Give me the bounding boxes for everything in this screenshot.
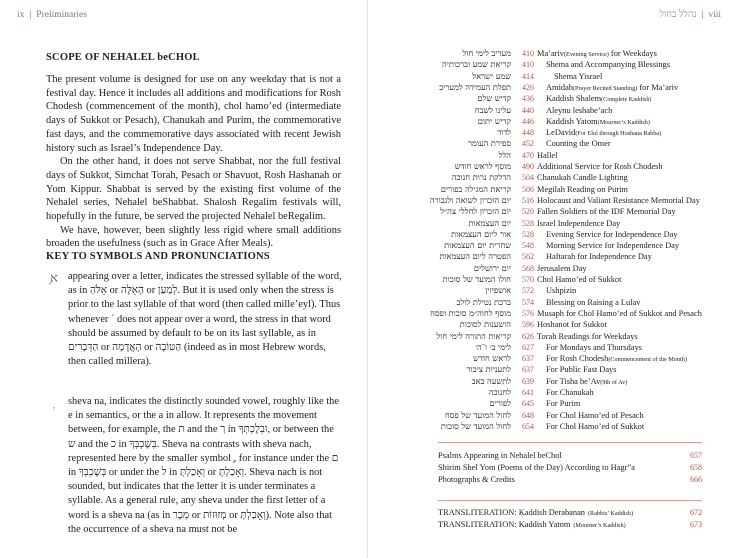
- contents-english-title: [546, 353, 687, 365]
- contents-hebrew-title: קריאות התורה לימי חול: [436, 330, 511, 341]
- stress-mark-icon: א̗: [50, 271, 58, 286]
- transliteration-note: (Mourner’s Kaddish): [573, 522, 626, 529]
- contents-english-title: [546, 229, 678, 241]
- contents-title-text: Amidah: [546, 82, 573, 92]
- contents-title-text: For Mondays and Thursdays: [546, 342, 642, 352]
- contents-page-number: 490: [522, 162, 534, 171]
- contents-row[interactable]: [368, 285, 735, 296]
- contents-hebrew-title: יום הזכרון לחללי צה״ל: [440, 206, 511, 217]
- contents-page-number: 639: [522, 376, 534, 386]
- contents-row[interactable]: [368, 308, 735, 319]
- contents-page-number: 516: [522, 195, 534, 205]
- contents-row[interactable]: [368, 184, 735, 195]
- page-number-left: ix: [17, 10, 25, 20]
- contents-hebrew-title: הושענות לסוכות: [459, 319, 511, 330]
- transliteration-title: [438, 507, 633, 519]
- contents-page-number: 452: [522, 139, 534, 149]
- contents-hebrew-title: הפטרה ליום העצמאות: [439, 251, 511, 262]
- page-number-right: viii: [708, 10, 721, 20]
- contents-english-title: [546, 421, 644, 433]
- contents-title-text: Fallen Soldiers of the IDF Memorial Day: [537, 207, 676, 217]
- contents-page-number: 570: [522, 275, 534, 284]
- contents-english-title: [537, 161, 663, 173]
- contents-page-number: 426: [522, 82, 534, 92]
- contents-title-text: Hallel: [537, 150, 558, 160]
- contents-hebrew-title: יום העצמאות: [468, 217, 511, 228]
- contents-title-text: Megilah Reading on Purim: [537, 184, 628, 194]
- contents-page-number: 626: [522, 331, 534, 341]
- contents-hebrew-title: הלל: [498, 149, 511, 160]
- contents-hebrew-title: קריאת המגילה בפורים: [440, 183, 511, 194]
- contents-page-number: 528: [522, 218, 534, 228]
- contents-title-text: Additional Service for Rosh Chodesh: [537, 162, 663, 171]
- contents-english-title: [537, 319, 607, 331]
- contents-english-title: [554, 71, 602, 83]
- contents-english-title: [546, 364, 617, 376]
- contents-page-number: 637: [522, 365, 534, 375]
- contents-english-title: [546, 93, 652, 105]
- contents-page-number: 572: [522, 286, 534, 296]
- contents-hebrew-title: לתעניות ציבור: [466, 364, 511, 375]
- contents-row[interactable]: [368, 161, 735, 172]
- contents-english-title: [546, 127, 661, 139]
- transliteration-row[interactable]: [438, 519, 702, 530]
- contents-english-title: [546, 387, 594, 399]
- contents-hebrew-title: אור ליום העצמאות: [451, 228, 511, 239]
- contents-title-note: (Commencement of the Month): [608, 356, 687, 364]
- contents-english-title: [537, 263, 587, 275]
- contents-title-text: Evening Service for Independence Day: [546, 229, 678, 239]
- contents-hebrew-title: יום הזכרון לשואה ולגבורה: [429, 194, 511, 205]
- contents-row[interactable]: [368, 410, 735, 421]
- contents-english-title: [546, 342, 642, 354]
- contents-title-text: For Chanukah: [546, 388, 594, 397]
- contents-row[interactable]: [368, 297, 735, 308]
- contents-english-title: [546, 251, 652, 263]
- contents-english-title: [537, 172, 628, 184]
- contents-hebrew-title: לחול המועד של סוכות: [440, 420, 511, 431]
- contents-hebrew-title: לימי ב׳ ו־ה׳: [475, 341, 511, 352]
- contents-title-text: Israel Independence Day: [537, 218, 621, 228]
- contents-title-text: Kaddish Yatom: [546, 116, 598, 126]
- divider: [438, 442, 702, 443]
- contents-english-title: [546, 376, 627, 388]
- contents-row[interactable]: [368, 59, 735, 70]
- contents-hebrew-title: קדיש שלם: [477, 93, 511, 104]
- contents-row[interactable]: [368, 172, 735, 183]
- contents-english-title: [537, 150, 557, 162]
- contents-title-note: (9th of Av): [600, 378, 628, 386]
- contents-title-text: Ushpizin: [546, 286, 577, 296]
- left-page: [0, 0, 367, 558]
- contents-english-title: [546, 105, 612, 117]
- contents-title-text: Shema Yisrael: [554, 71, 603, 81]
- running-head-left: [17, 10, 87, 20]
- contents-row[interactable]: [368, 331, 735, 342]
- transliteration-page-number: 673: [690, 520, 702, 529]
- contents-row[interactable]: [368, 364, 735, 375]
- contents-title-text: Ma’ariv: [537, 49, 564, 58]
- contents-title-text: Blessing on Raising a Lulav: [546, 297, 641, 307]
- contents-page-number: 645: [522, 399, 534, 409]
- contents-title-text: Haftarah for Independence Day: [546, 252, 652, 262]
- contents-hebrew-title: קריאת שמע וברכותיה: [442, 59, 511, 70]
- contents-title-text: For Chol Hamo’ed of Sukkot: [546, 421, 645, 431]
- contents-hebrew-title: ספירת העומר: [467, 138, 511, 149]
- contents-row[interactable]: [368, 71, 735, 82]
- running-title-left: Preliminaries: [36, 10, 87, 20]
- contents-english-title: [546, 240, 679, 252]
- contents-row[interactable]: [368, 398, 735, 409]
- contents-row[interactable]: [368, 376, 735, 387]
- contents-hebrew-title: שחרית יום העצמאות: [444, 240, 511, 251]
- appendix-row[interactable]: [438, 450, 702, 461]
- contents-title-text: Musaph for Chol Hamo’ed of Sukkot and Pesach: [537, 308, 702, 318]
- contents-title-text: Torah Readings for Weekdays: [537, 331, 638, 341]
- contents-page-number: 410: [522, 60, 534, 70]
- contents-hebrew-title: לפורים: [489, 398, 511, 409]
- contents-row[interactable]: [368, 342, 735, 353]
- transliteration-label: TRANSLITERATION: Kaddish Derabanan: [438, 508, 585, 517]
- contents-title-text: For Purim: [546, 399, 581, 409]
- appendix-page-number: 657: [690, 451, 702, 460]
- contents-page-number: 470: [522, 150, 534, 160]
- contents-row[interactable]: [368, 251, 735, 262]
- contents-hebrew-title: שמע ישראל: [472, 70, 511, 81]
- contents-title-text: For Chol Hamo’ed of Pesach: [546, 410, 644, 420]
- contents-hebrew-title: חולו המועד של סוכות: [442, 274, 511, 284]
- contents-title-text: Jerusalem Day: [537, 263, 587, 273]
- contents-page-number: 562: [522, 252, 534, 262]
- contents-title-text: For Tisha be’Av: [546, 376, 601, 386]
- contents-page-number: 504: [522, 173, 534, 183]
- contents-page-number: 576: [522, 308, 534, 318]
- transliteration-page-number: 672: [690, 508, 702, 517]
- contents-english-title: [546, 116, 650, 128]
- appendix-page-number: 666: [690, 475, 702, 484]
- contents-row[interactable]: [368, 138, 735, 149]
- transliteration-title: [438, 519, 626, 531]
- contents-row[interactable]: [368, 240, 735, 251]
- contents-title-text: Counting the Omer: [546, 139, 611, 149]
- contents-page-number: 596: [522, 320, 534, 330]
- contents-hebrew-title: קדיש יתום: [477, 115, 511, 126]
- contents-row[interactable]: [368, 93, 735, 104]
- contents-page-number: 436: [522, 94, 534, 104]
- contents-page-number: 410: [522, 49, 534, 58]
- contents-page-number: 448: [522, 128, 534, 138]
- contents-page-number: 528: [522, 229, 534, 239]
- contents-title-note: (Prayer Recited Standing): [572, 84, 638, 92]
- contents-english-title: [546, 59, 670, 71]
- contents-row[interactable]: [368, 48, 735, 59]
- contents-row[interactable]: [368, 421, 735, 432]
- contents-row[interactable]: [368, 150, 735, 161]
- key-heading: KEY TO SYMBOLS AND PRONUNCIATIONS: [46, 251, 270, 262]
- contents-title-text: Holocaust and Valiant Resistance Memorial Day: [537, 195, 700, 205]
- contents-row[interactable]: [368, 82, 735, 93]
- contents-hebrew-title: לדוד: [497, 127, 511, 138]
- contents-english-title: [537, 48, 657, 60]
- contents-title-text: Chanukah Candle Lighting: [537, 173, 628, 183]
- contents-row[interactable]: [368, 195, 735, 206]
- contents-page-number: 414: [522, 71, 534, 81]
- contents-title-text: Kaddish Shalem: [546, 94, 602, 104]
- contents-english-title: [537, 206, 676, 218]
- contents-page-number: 440: [522, 105, 534, 115]
- transliteration-label: TRANSLITERATION: Kaddish Yatom: [438, 520, 571, 529]
- contents-row[interactable]: [368, 229, 735, 240]
- contents-english-title: [546, 138, 611, 150]
- contents-row[interactable]: [368, 263, 735, 274]
- scope-heading: SCOPE OF NEHALEL beCHOL: [46, 52, 200, 63]
- contents-title-text: LeDavid: [546, 128, 576, 138]
- running-head-separator: |: [701, 10, 704, 20]
- contents-page-number: 574: [522, 297, 534, 307]
- contents-row[interactable]: [368, 218, 735, 229]
- contents-page-number: 548: [522, 241, 534, 251]
- contents-page-number: 641: [522, 388, 534, 397]
- symbol-description: sheva na, indicates the distinctly sounded vowel, roughly like the e in semantics, or the a in allow. It represents the movement between, for example, the ת and the ך in וּבְלֶכְתְּךָ, or between the ש and the כ in בְּשָׁכְבְּךָ. Sheva na contrasts with sheva nach, represented here by the smaller symbol ְ, for instance under the ם in בְּשָׁכְבְּךָ or under the ל in וְאָכַלְתָּ or וְאָכַלְתָּ. Sheva nach is not sounded, but indicates that the letter it is under terminates a syllable. As a general rule, any sheva under the first letter of a word is a sheva na (as in מְכָר or מְזוּזוֹת or וְאָכַלְתָּ). Note also that the occurrence of a sheva na must not be: [68, 396, 339, 535]
- contents-english-title: [537, 331, 638, 343]
- contents-row[interactable]: [368, 127, 735, 138]
- contents-row[interactable]: [368, 319, 735, 330]
- contents-row[interactable]: [368, 105, 735, 116]
- contents-title-note: (For Elul through Hoshana Rabba): [575, 130, 662, 138]
- transliteration-note: (Rabbis’ Kaddish): [588, 510, 634, 517]
- scope-body: [46, 73, 341, 251]
- appendix-page-number: 658: [690, 463, 702, 472]
- contents-english-title: [546, 82, 678, 94]
- contents-english-title: [537, 195, 700, 207]
- contents-hebrew-title: לתשעה באב: [471, 375, 511, 386]
- contents-hebrew-title: מוסף לחוה״מ סוכות ופסח: [430, 307, 511, 318]
- contents-hebrew-title: תפלת העמידה למעריב: [439, 81, 511, 92]
- contents-title-text: Chol Hamo’ed of Sukkot: [537, 275, 622, 284]
- contents-title-note: (Evening Service): [563, 51, 609, 58]
- contents-hebrew-title: לחנוכה: [488, 387, 511, 397]
- contents-english-title: [537, 184, 628, 196]
- contents-page-number: 637: [522, 354, 534, 364]
- divider: [438, 500, 702, 501]
- contents-hebrew-title: לראש חודש: [473, 353, 511, 364]
- contents-english-title: [546, 398, 580, 410]
- contents-page-number: 446: [522, 116, 534, 126]
- contents-title-text: Shema and Accompanying Blessings: [546, 60, 670, 70]
- contents-page-number: 654: [522, 421, 534, 431]
- appendix-title: Psalms Appearing in Nehalel beChol: [438, 451, 562, 460]
- contents-title-tail: for Ma’ariv: [637, 82, 679, 92]
- contents-english-title: [546, 285, 576, 297]
- transliteration-row[interactable]: [438, 507, 702, 518]
- contents-english-title: [546, 297, 640, 309]
- contents-hebrew-title: יום ירושלים: [473, 262, 511, 273]
- contents-title-note: (Complete Kaddish): [601, 96, 652, 104]
- contents-title-note: (Mourner’s Kaddish): [597, 118, 650, 126]
- contents-title-text: Hoshanot for Sukkot: [537, 320, 607, 330]
- appendix-row[interactable]: [438, 462, 702, 473]
- running-head-right: [660, 10, 721, 20]
- contents-hebrew-title: הדלקת נרות חנוכה: [451, 172, 511, 183]
- running-head-separator: |: [29, 10, 32, 20]
- contents-english-title: [546, 410, 644, 422]
- contents-row[interactable]: [368, 387, 735, 398]
- scope-paragraph: The present volume is designed for use on any weekday that is not a festival day. Hence it includes all additions and modifications for Rosh Chodesh (commencement of the month), chol hamo’ed (intermediate days of Sukkot or Pesach), Chanukah and Purim, the commemorative fast days, and the commemorative days associated with recent Jewish history such as Israel’s Independence Day.: [46, 74, 341, 154]
- contents-title-text: For Public Fast Days: [546, 365, 617, 375]
- appendix-title: Shirim Shel Yom (Poems of the Day) According to Hagr”a: [438, 463, 635, 472]
- running-title-right: נהלל בחול: [659, 10, 697, 20]
- contents-row[interactable]: [368, 206, 735, 217]
- contents-english-title: [537, 274, 621, 286]
- contents-page-number: 648: [522, 410, 534, 420]
- contents-hebrew-title: מוסף לראש חודש: [454, 161, 511, 171]
- contents-title-text: For Rosh Chodesh: [546, 354, 609, 364]
- symbol-description: appearing over a letter, indicates the stressed syllable of the word, as in אֵלֹּהַ or הָאֵלָּה or לְמַעַן. But it is used only when the stress is prior to the last syllable of that word (then called mille’eyl). Thus whenever ˊ does not appear over a word, the stress in that word should be assumed by default to be on its last syllable, as in הַדְּבָרִים or הָאֲדָמָה or הַטּוֹבָה (indeed as in most Hebrew words, then called millera).: [68, 271, 342, 368]
- contents-row[interactable]: [368, 274, 735, 285]
- contents-row[interactable]: [368, 116, 735, 127]
- contents-english-title: [537, 218, 620, 230]
- scope-paragraph: On the other hand, it does not serve Shabbat, nor the full festival days of Sukkot, Simchat Torah, Pesach or Shavuot, Rosh Hashanah or Yom Kippur. Shabbat is served by the existing first volume of the Nehalel series, Nehalel beShabbat. Shalosh Regalim festivals will, hopefully in the future, be served the projected Nehalel beRegalim.: [46, 156, 341, 223]
- contents-title-text: Aleynu leshabe’ach: [546, 105, 613, 115]
- contents-page-number: 520: [522, 207, 534, 217]
- appendix-title: Photographs & Credits: [438, 475, 515, 484]
- contents-title-tail: for Weekdays: [608, 49, 657, 58]
- right-page: [367, 0, 735, 558]
- contents-row[interactable]: [368, 353, 735, 364]
- contents-hebrew-title: אושפיזין: [485, 285, 511, 296]
- appendix-row[interactable]: [438, 474, 702, 485]
- contents-page-number: 506: [522, 184, 534, 194]
- contents-hebrew-title: מעריב לימי חול: [462, 48, 511, 58]
- contents-hebrew-title: לחול המועד של פסח: [444, 409, 511, 420]
- contents-hebrew-title: ברכת נטילת לולב: [456, 296, 511, 307]
- contents-page-number: 568: [522, 263, 534, 273]
- scope-paragraph: We have, however, been slightly less rigid where small additions broaden the usefulness (such as in Grace After Meals).: [46, 224, 341, 250]
- contents-title-text: Morning Service for Independence Day: [546, 241, 680, 251]
- contents-page-number: 627: [522, 342, 534, 352]
- contents-english-title: [537, 308, 702, 320]
- sheva-mark-icon: [46, 395, 62, 411]
- contents-hebrew-title: עלינו לשבח: [474, 104, 511, 115]
